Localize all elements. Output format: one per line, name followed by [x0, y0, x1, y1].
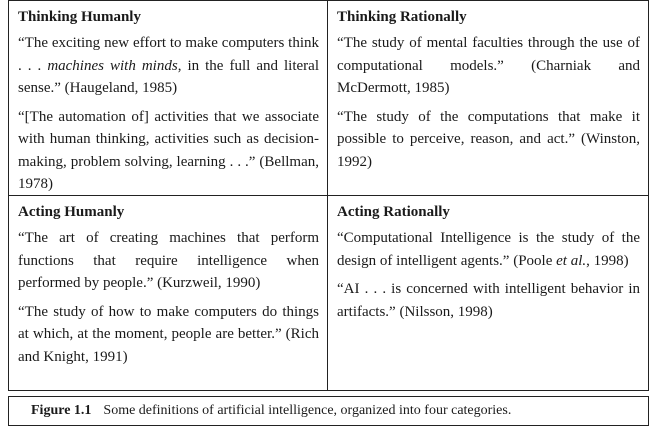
quote-bellman: “[The automation of] activities that we associate with human thinking, activities such as decision-making, problem solving, learning . . .” (Bellman, 1978) [18, 108, 319, 192]
cell-heading: Thinking Rationally [337, 9, 467, 25]
cell-thinking-humanly [9, 1, 328, 196]
quote-kurzweil: “The art of creating machines that perform functions that require intelligence when performed by people.” (Kurzweil, 1990) [18, 230, 319, 291]
quote-winston: “The study of the computations that make it possible to perceive, reason, and act.” (Winston, 1992) [337, 108, 640, 170]
cell-heading: Acting Humanly [18, 204, 125, 220]
cell-heading: Acting Rationally [337, 204, 450, 220]
quote-nilsson: “AI . . . is concerned with intelligent behavior in artifacts.” (Nilsson, 1998) [337, 281, 640, 320]
cell-acting-humanly [9, 196, 328, 391]
cell-heading: Thinking Humanly [18, 9, 141, 25]
definitions-table [8, 0, 649, 390]
figure-label: Figure 1.1 [31, 403, 92, 418]
cell-acting-rationally [328, 196, 648, 391]
quote-haugeland: “The exciting new effort to make computers think . . . machines with minds, in the full and literal sense.” (Haugeland, 1985) [18, 35, 319, 96]
cell-thinking-rationally [328, 1, 648, 196]
quote-rich-knight: “The study of how to make computers do things at which, at the moment, people are better.” (Rich and Knight, 1991) [18, 303, 319, 365]
quote-charniak: “The study of mental faculties through the use of computational models.” (Charniak and McDermott, 1985) [337, 35, 640, 96]
figure-caption-text: Some definitions of artificial intelligence, organized into four categories. [103, 403, 512, 418]
figure-caption [8, 396, 649, 426]
table-bottom-rule [8, 390, 649, 391]
quote-poole: “Computational Intelligence is the study of the design of intelligent agents.” (Poole et al., 1998) [337, 230, 640, 269]
